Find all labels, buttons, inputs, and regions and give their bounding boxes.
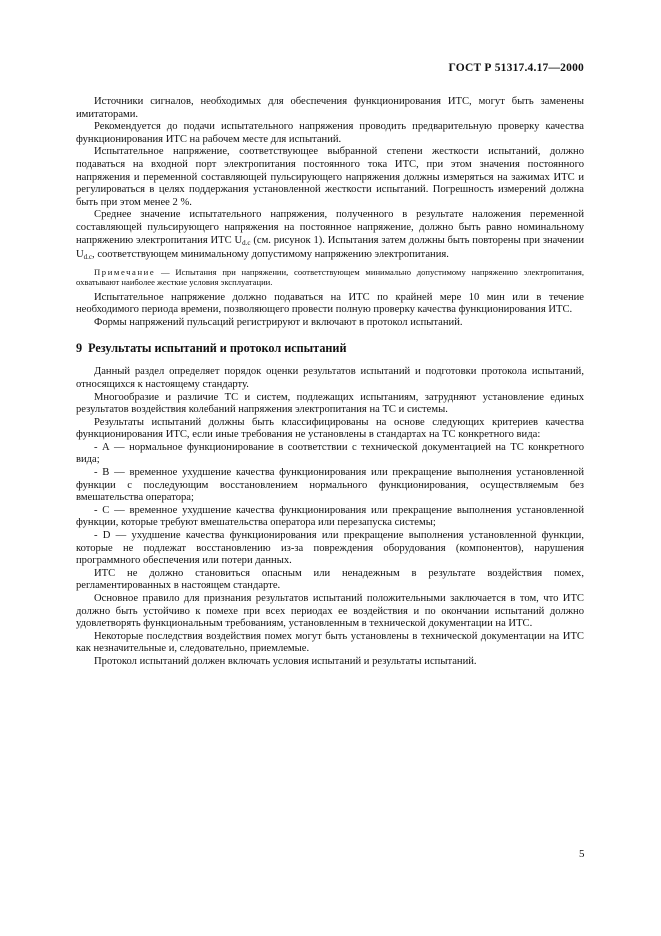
- note: [76, 267, 584, 288]
- subscript-dc: d.c: [83, 253, 93, 262]
- list-item-criterion-a: - А — нормальное функционирование в соответствии с технической документацией на ТС конкретного вида;: [76, 441, 584, 466]
- document-body: [76, 96, 584, 669]
- paragraph: Рекомендуется до подачи испытательного напряжения проводить предварительную проверку качества функционирования ИТС на рабочем месте для испытаний.: [76, 121, 584, 145]
- section-title: Результаты испытаний и протокол испытаний: [88, 341, 347, 356]
- list-item-criterion-d: - D — ухудшение качества функционирования или прекращение выполнения установленной функции, которые не подлежат восстановлению из-за повреждения оборудования (компонентов), нарушения программного обеспечения или потери данных.: [76, 530, 584, 567]
- subscript-dc: d.c: [242, 238, 251, 247]
- note-text: — Испытания при напряжении, соответствующем минимально допустимому напряжению электропитания, охватывают наиболее жесткие условия эксплуатации.: [76, 266, 584, 288]
- section-heading: [76, 341, 584, 356]
- text-run: Среднее значение испытательного напряжения, полученного в результате наложения переменной составляющей пульсирующего напряжения на постоянное напряжение, должно быть равно номинальному напряжению электропитания ИТС U: [76, 209, 584, 246]
- paragraph: Результаты испытаний должны быть классифицированы на основе следующих критериев качества функционирования ИТС, если иные требования не установлены в стандартах на ТС конкретного вида:: [76, 416, 584, 441]
- paragraph: Протокол испытаний должен включать условия испытаний и результаты испытаний.: [94, 655, 477, 667]
- paragraph: Источники сигналов, необходимых для обеспечения функционирования ИТС, могут быть заменены имитаторами.: [76, 96, 584, 120]
- document-header: ГОСТ Р 51317.4.17—2000: [448, 62, 584, 74]
- paragraph: ИТС не должно становиться опасным или ненадежным в результате воздействия помех, регламентированных в настоящем стандарте.: [76, 567, 584, 592]
- text-run: (см. рисунок 1). Испытания затем должны быть повторены при значении U: [76, 234, 584, 261]
- paragraph: Испытательное напряжение должно подаваться на ИТС по крайней мере 10 мин или в течение необходимого периода времени, позволяющего провести полную проверку качества функционирования ИТС.: [76, 291, 584, 316]
- paragraph: Многообразие и различие ТС и систем, подлежащих испытаниям, затрудняют установление единых результатов воздействия колебаний напряжения электропитания на ТС и системы.: [76, 391, 584, 416]
- list-item-criterion-b: - В — временное ухудшение качества функционирования или прекращение выполнения установленной функции с последующим восстановлением нормального функционирования, осуществляемым без вмешательства оператора;: [76, 467, 584, 504]
- paragraph-average-voltage: [76, 209, 584, 263]
- text-run: , соответствующем минимальному допустимому напряжению электропитания.: [92, 249, 449, 261]
- paragraph: Формы напряжений пульсаций регистрируют и включают в протокол испытаний.: [94, 316, 463, 328]
- page-number: 5: [579, 848, 585, 860]
- paragraph: Некоторые последствия воздействия помех могут быть установлены в технической документации на ИТС как незначительные и, следовательно, приемлемые.: [76, 630, 584, 655]
- paragraph: Данный раздел определяет порядок оценки результатов испытаний и подготовки протокола испытаний, относящихся к настоящему стандарту.: [76, 366, 584, 390]
- paragraph: Испытательное напряжение, соответствующее выбранной степени жесткости испытаний, должно подаваться на входной порт электропитания постоянного тока ИТС, при этом значения постоянного напряжения и переменной составляющей пульсирующего напряжения должны измеряться на зажимах ИТС и регулироваться в целях поддержания установленной жесткости испытаний. Погрешность измерений должна быть при этом менее 2 %.: [76, 146, 584, 208]
- paragraph: Основное правило для признания результатов испытаний положительными заключается в том, что ИТС должно быть устойчиво к помехе при всех периодах ее воздействия и по окончании испытаний должно удовлетворять функциональным требованиям, установленным в технической документации на ИТС.: [76, 593, 584, 630]
- list-item-criterion-c: - С — временное ухудшение качества функционирования или прекращение выполнения установленной функции, которые требуют вмешательства оператора или перезапуска системы;: [76, 504, 584, 529]
- section-number: 9: [76, 341, 83, 356]
- note-label: Примечание: [94, 266, 156, 277]
